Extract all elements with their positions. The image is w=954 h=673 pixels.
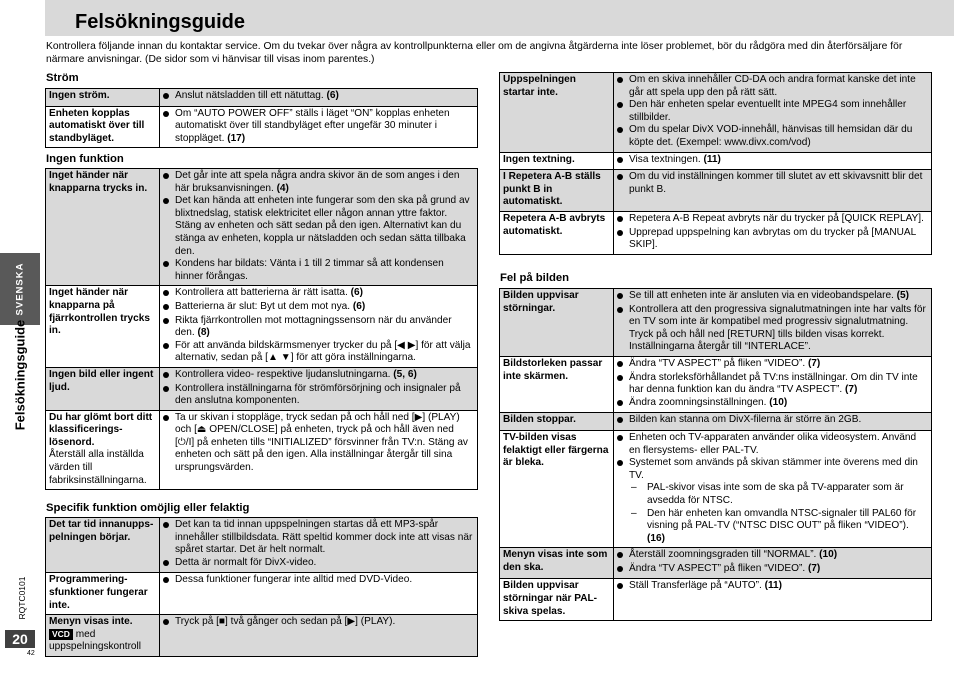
bullet-text <box>175 519 474 557</box>
bullet-icon <box>617 99 629 124</box>
bullet-text <box>175 287 363 301</box>
bullet-icon <box>617 414 629 428</box>
item-text: Kontrollera att batterierna är rätt isatta. <box>175 287 351 299</box>
bullet-text <box>175 170 474 195</box>
solution-cell <box>160 169 478 286</box>
problem-label: TV-bilden visas felaktigt eller färgerna är bleka. <box>503 431 609 469</box>
heading-specifik-funktion: Specifik funktion omöjlig eller felaktig <box>46 502 250 514</box>
problem-cell <box>500 289 614 357</box>
table-row <box>46 286 478 368</box>
solution-cell <box>614 170 932 212</box>
problem-note: med uppspelningskontroll <box>49 628 142 653</box>
item-text: Kontrollera video- respektive ljudanslutningarna. <box>175 368 394 380</box>
side-section-title: Felsökningsguide <box>12 319 28 431</box>
bullet-item <box>617 124 928 149</box>
item-text: Den här enheten kan omvandla NTSC-signaler till PAL60 för visning på PAL-TV (“NTSC DISC OUT” på fliken “VIDEO”). <box>647 507 917 532</box>
item-text: Om en skiva innehåller CD-DA och andra format kanske det inte går att spela upp den på rätt sätt. <box>629 74 916 98</box>
problem-cell <box>46 410 160 490</box>
bullet-text <box>629 227 928 252</box>
bullet-icon <box>163 412 175 475</box>
bullet-icon <box>163 383 175 408</box>
bullet-text <box>629 457 928 482</box>
problem-label: Bilden stoppar. <box>503 414 576 426</box>
solution-cell <box>614 579 932 621</box>
bullet-item <box>163 195 474 258</box>
item-text: Det kan hända att enheten inte fungerar som den ska på grund av blixtnedslag, statisk elektricitet eller någon annan yttre faktor. Stäng av enheten och sätt sedan på den igen. Alternativt kan du stänga av enheten, koppla ur nätsladden och sedan sätta tillbaka den. <box>175 195 470 257</box>
bullet-text <box>629 290 909 304</box>
solution-cell <box>160 367 478 410</box>
table-row <box>46 89 478 107</box>
item-text: Enheten och TV-apparaten använder olika videosystem. Använd en flersystems- eller PAL-TV. <box>629 431 917 456</box>
bullet-item <box>163 557 474 571</box>
page-reference: (11) <box>703 153 721 165</box>
item-text: Återställ zoomningsgraden till “NORMAL”. <box>629 549 820 561</box>
bullet-text <box>629 358 820 372</box>
page-reference: (6) <box>352 300 366 312</box>
item-text: För att använda bildskärmsmenyer trycker du på [◀ ▶] för att välja alternativ, sedan på [▲ ▼] för att göra inställningarna. <box>175 339 471 364</box>
problem-label: Bilden uppvisar störningar när PAL-skiva spelas. <box>503 580 598 617</box>
bullet-item <box>617 457 928 482</box>
item-text: Om du spelar DivX VOD-innehåll, hänvisas till hemsidan där du köpte det. (Exempel: www.divx.com/vod) <box>629 124 913 148</box>
bullet-text <box>629 563 820 577</box>
bullet-icon <box>617 457 629 482</box>
problem-label: Bilden uppvisar störningar. <box>503 290 579 314</box>
table-row <box>500 579 932 621</box>
heading-strom: Ström <box>46 72 79 84</box>
problem-label: Ingen textning. <box>503 153 575 165</box>
page-reference: (5) <box>896 290 910 301</box>
bullet-icon <box>617 563 629 577</box>
solution-cell <box>160 615 478 657</box>
table-uppspelning <box>499 72 932 255</box>
bullet-text <box>629 580 782 594</box>
bullet-item <box>617 549 928 563</box>
dash-item <box>629 482 928 507</box>
dash-list <box>617 508 928 546</box>
problem-cell <box>46 89 160 107</box>
item-text: Upprepad uppspelning kan avbrytas om du trycker på [MANUAL SKIP]. <box>629 226 916 251</box>
intro-text: Kontrollera följande innan du kontaktar service. Om du tvekar över några av kontrollpunkterna eller om de angivna åtgärderna inte löser problemet, bör du rådgöra med din återförsäljare för närmare anvisningar. (De sidor som vi hänvisar till visas inom parentes.) <box>46 41 903 65</box>
bullet-text <box>175 383 474 408</box>
table-row <box>46 169 478 286</box>
problem-cell <box>46 573 160 615</box>
bullet-text <box>175 616 395 630</box>
bullet-item <box>163 340 474 365</box>
bullet-item <box>617 563 928 577</box>
bullet-item <box>617 372 928 397</box>
bullet-item <box>617 358 928 372</box>
bullet-text <box>175 195 474 258</box>
table-row <box>46 615 478 657</box>
bullet-text <box>629 99 928 124</box>
problem-cell <box>46 367 160 410</box>
item-text: Den här enheten spelar eventuellt inte MPEG4 som innehåller stillbilder. <box>629 99 907 123</box>
item-text: Detta är normalt för DivX-video. <box>175 556 317 568</box>
bullet-item <box>163 170 474 195</box>
bullet-item <box>163 287 474 301</box>
solution-cell <box>160 89 478 107</box>
bullet-item <box>617 580 928 594</box>
page-reference: (5, 6) <box>393 368 417 380</box>
solution-cell <box>160 286 478 368</box>
page-reference: (6) <box>326 90 339 101</box>
bullet-icon <box>617 74 629 99</box>
bullet-text <box>175 412 474 475</box>
table-row <box>46 410 478 490</box>
bullet-item <box>617 154 928 168</box>
bullet-icon <box>163 369 175 383</box>
table-ingen-funktion <box>45 168 478 490</box>
bullet-item <box>163 519 474 557</box>
document-code: RQTC0101 <box>17 576 27 620</box>
problem-label: Menyn visas inte. <box>49 616 133 628</box>
title-bar <box>45 0 954 36</box>
problem-label: I Repetera A-B ställs punkt B in automatiskt. <box>503 171 601 208</box>
bullet-icon <box>617 227 629 252</box>
problem-label: Du har glömt bort ditt klassificerings-lösenord. <box>49 411 153 448</box>
item-text: Rikta fjärrkontrollen mot mottagningssensorn när du använder den. <box>175 314 452 339</box>
bullet-icon <box>163 315 175 340</box>
item-text: Kondens har bildats: Vänta i 1 till 2 timmar så att kondensen hinner förångas. <box>175 258 444 282</box>
problem-cell <box>500 413 614 431</box>
solution-cell <box>160 410 478 490</box>
solution-cell <box>160 573 478 615</box>
problem-cell <box>500 356 614 412</box>
problem-cell <box>500 211 614 254</box>
bullet-item <box>163 383 474 408</box>
bullet-text <box>629 397 787 411</box>
table-row <box>500 211 932 254</box>
solution-cell <box>160 518 478 573</box>
solution-cell <box>614 211 932 254</box>
item-text: PAL-skivor visas inte som de ska på TV-apparater som är avsedda för NTSC. <box>647 482 904 506</box>
bullet-item <box>163 616 474 630</box>
page-reference: (10) <box>819 549 838 561</box>
item-text: Det går inte att spela några andra skivor än de som anges i den här bruksanvisningen. <box>175 170 460 194</box>
bullet-icon <box>617 580 629 594</box>
bullet-item <box>163 301 474 315</box>
item-text: Systemet som används på skivan stämmer inte överens med din TV. <box>629 457 918 481</box>
bullet-item <box>163 369 474 383</box>
problem-cell <box>500 430 614 547</box>
bullet-text <box>629 432 928 457</box>
item-text: Kontrollera att den progressiva signalutmatningen inte har valts för en TV som inte är kompatibel med progressiv signalutmatning. Tryck på och håll ned [RETURN] tills bilden visas korrekt. Inställningarna återgår till “INTERLACE”. <box>629 303 926 353</box>
item-text: Visa textningen. <box>629 153 704 165</box>
bullet-text <box>629 549 837 563</box>
bullet-text <box>629 74 928 99</box>
page-reference: (17) <box>227 132 246 144</box>
table-row <box>500 170 932 212</box>
bullet-text <box>629 304 928 354</box>
problem-cell <box>500 152 614 170</box>
table-row <box>500 356 932 412</box>
problem-cell <box>500 579 614 621</box>
table-row <box>46 518 478 573</box>
item-text: Ställ Transferläge på “AUTO”. <box>629 580 765 592</box>
item-text: Repetera A-B Repeat avbryts när du trycker på [QUICK REPLAY]. <box>629 212 924 224</box>
table-row <box>500 289 932 357</box>
bullet-icon <box>617 171 629 196</box>
page-reference: (7) <box>845 384 858 396</box>
bullet-text <box>175 108 474 146</box>
problem-cell <box>500 73 614 153</box>
item-text: Ändra “TV ASPECT” på fliken “VIDEO”. <box>629 562 808 574</box>
page-reference: (7) <box>807 562 821 574</box>
heading-fel-pa-bilden: Fel på bilden <box>500 272 570 284</box>
bullet-item <box>617 171 928 196</box>
bullet-icon <box>163 108 175 146</box>
solution-cell <box>614 413 932 431</box>
bullet-text <box>175 301 365 315</box>
problem-label: Repetera A-B avbryts automatiskt. <box>503 212 606 237</box>
table-row <box>500 73 932 153</box>
table-strom <box>45 88 478 148</box>
solution-cell <box>160 106 478 148</box>
bullet-icon <box>617 358 629 372</box>
bullet-icon <box>617 432 629 457</box>
item-text: Det kan ta tid innan uppspelningen startas då ett MP3-spår innehåller stillbildsdata. Rätt speltid kommer dock inte att visas när spåret startar. Det är helt normalt. <box>175 519 473 556</box>
page-title: Felsökningsguide <box>75 11 246 33</box>
bullet-icon <box>163 258 175 283</box>
bullet-text <box>175 340 474 365</box>
problem-label: Inget händer när knapparna på fjärrkontrollen trycks in. <box>49 287 150 337</box>
bullet-item <box>617 304 928 354</box>
bullet-icon <box>617 154 629 168</box>
dash-list <box>617 482 928 507</box>
vcd-badge: VCD <box>49 629 73 640</box>
item-text: Om du vid inställningen kommer till slutet av ett skivavsnitt blir det punkt B. <box>629 171 923 195</box>
bullet-text <box>629 414 861 428</box>
item-text: Ändra zoomningsinställningen. <box>629 396 770 408</box>
item-text: Bilden kan stanna om DivX-filerna är större än 2GB. <box>629 414 862 426</box>
problem-label: Uppspelningen startar inte. <box>503 74 576 98</box>
item-text: Om “AUTO POWER OFF” ställs i läget “ON” kopplas enheten automatiskt över till standbyläget efter ungefär 30 minuter i stoppläget. <box>175 107 450 144</box>
bullet-icon <box>617 397 629 411</box>
table-fel-pa-bilden <box>499 288 932 621</box>
bullet-icon <box>617 304 629 354</box>
problem-cell <box>500 548 614 579</box>
table-specifik-funktion <box>45 517 478 657</box>
bullet-item <box>163 258 474 283</box>
bullet-icon <box>163 574 175 588</box>
problem-cell <box>46 169 160 286</box>
bullet-text <box>629 213 924 227</box>
bullet-text <box>175 90 339 104</box>
solution-cell <box>614 356 932 412</box>
item-text: Ändra “TV ASPECT” på fliken “VIDEO”. <box>629 357 808 369</box>
solution-cell <box>614 430 932 547</box>
page-reference: (7) <box>807 357 821 369</box>
problem-cell <box>46 286 160 368</box>
bullet-item <box>163 90 474 104</box>
item-text: Batterierna är slut: Byt ut dem mot nya. <box>175 300 353 312</box>
bullet-icon <box>163 90 175 104</box>
solution-cell <box>614 73 932 153</box>
heading-ingen-funktion: Ingen funktion <box>46 153 124 165</box>
problem-label: Menyn visas inte som den ska. <box>503 549 608 573</box>
bullet-item <box>617 290 928 304</box>
problem-cell <box>500 170 614 212</box>
item-text: Ta ur skivan i stoppläge, tryck sedan på och håll ned [▶] (PLAY) och [⏏ OPEN/CLOSE] på enheten, tryck på och håll även ned [⏻/I] på enheten tills “INITIALIZED” försvinner från TV:n. Stäng av enheten och sätt på den igen. Alla inställningar återgår till sina ursprungsvärden. <box>175 411 468 474</box>
solution-cell <box>614 152 932 170</box>
problem-label: Inget händer när knapparna trycks in. <box>49 170 148 194</box>
bullet-text <box>629 171 928 196</box>
bullet-icon <box>163 170 175 195</box>
bullet-text <box>175 574 412 588</box>
solution-cell <box>614 548 932 579</box>
page-reference: (6) <box>350 287 363 299</box>
bullet-text <box>629 124 928 149</box>
bullet-text <box>629 372 928 397</box>
bullet-icon <box>617 372 629 397</box>
bullet-item <box>617 99 928 124</box>
problem-note: Återställ alla inställda värden till fabriksinställningarna. <box>49 449 147 486</box>
bullet-text <box>175 557 316 571</box>
bullet-text <box>175 315 474 340</box>
page-reference: (8) <box>197 327 210 339</box>
bullet-item <box>617 227 928 252</box>
problem-label: Enheten kopplas automatiskt över till standbyläget. <box>49 107 145 144</box>
item-text: Dessa funktioner fungerar inte alltid med DVD-Video. <box>175 574 413 586</box>
bullet-icon <box>163 340 175 365</box>
table-row <box>46 573 478 615</box>
table-row <box>500 548 932 579</box>
problem-cell <box>46 106 160 148</box>
dash-marker: – <box>631 482 637 494</box>
bullet-icon <box>163 557 175 571</box>
bullet-item <box>163 315 474 340</box>
bullet-icon <box>163 301 175 315</box>
bullet-item <box>617 414 928 428</box>
problem-cell <box>46 615 160 657</box>
bullet-text <box>175 258 474 283</box>
bullet-icon <box>617 549 629 563</box>
bullet-icon <box>617 290 629 304</box>
bullet-text <box>629 154 721 168</box>
item-text: Kontrollera inställningarna för strömförsörjning och insignaler på den anslutna komponenten. <box>175 382 461 407</box>
bullet-item <box>163 108 474 146</box>
page-reference: (11) <box>764 580 782 592</box>
dash-item <box>629 508 928 546</box>
table-row <box>46 106 478 148</box>
item-text: Se till att enheten inte är ansluten via en videobandspelare. <box>629 290 897 301</box>
dash-marker: – <box>631 507 637 519</box>
page-number: 20 <box>5 630 35 648</box>
table-row <box>46 367 478 410</box>
page-reference: (4) <box>276 182 289 194</box>
problem-label: Ingen bild eller ingent ljud. <box>49 368 154 393</box>
problem-label: Det tar tid innanupps-pelningen börjar. <box>49 519 154 543</box>
bullet-text <box>647 508 928 546</box>
bullet-icon <box>617 124 629 149</box>
bullet-item <box>617 74 928 99</box>
table-row <box>500 413 932 431</box>
bullet-item <box>617 432 928 457</box>
bullet-icon <box>617 213 629 227</box>
bullet-item <box>617 213 928 227</box>
item-text: Anslut nätsladden till ett nätuttag. <box>175 90 327 101</box>
table-row <box>500 430 932 547</box>
bullet-item <box>163 412 474 475</box>
solution-cell <box>614 289 932 357</box>
problem-label: Ingen ström. <box>49 90 110 101</box>
bullet-text <box>175 369 417 383</box>
bullet-item <box>617 397 928 411</box>
item-text: Tryck på [■] två gånger och sedan på [▶] (PLAY). <box>175 616 396 628</box>
bullet-icon <box>163 616 175 630</box>
bullet-icon <box>163 195 175 258</box>
page-reference: (16) <box>647 532 665 544</box>
problem-cell <box>46 518 160 573</box>
page-reference: (10) <box>769 396 788 408</box>
problem-label: Programmering-sfunktioner fungerar inte. <box>49 574 148 611</box>
language-label: SVENSKA <box>14 262 26 316</box>
table-row <box>500 152 932 170</box>
bullet-text <box>647 482 928 507</box>
bullet-item <box>163 574 474 588</box>
page-small-number: 42 <box>27 650 35 657</box>
bullet-icon <box>163 287 175 301</box>
item-text: Ändra storleksförhållandet på TV:ns inställningar. Om din TV inte har denna funktion kan du ändra “TV ASPECT”. <box>629 371 918 396</box>
problem-label: Bildstorleken passar inte skärmen. <box>503 357 603 382</box>
bullet-icon <box>163 519 175 557</box>
